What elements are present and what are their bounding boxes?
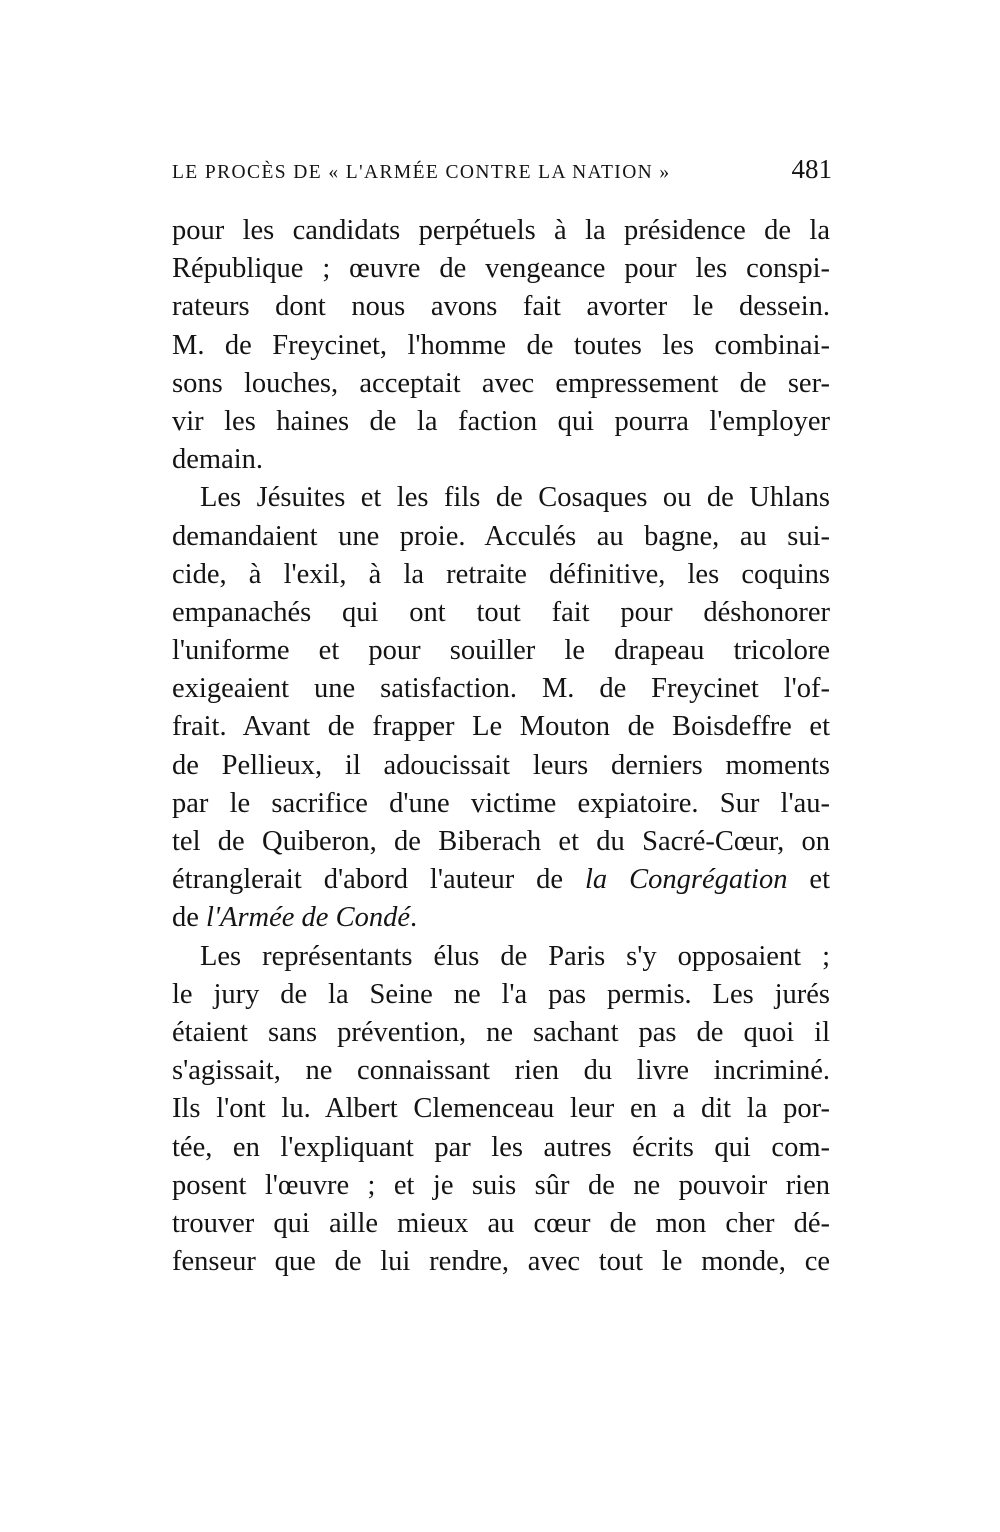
page-number: 481 <box>791 154 832 184</box>
text-run: . <box>409 902 418 934</box>
text-line <box>172 899 830 937</box>
text-line: trouver qui aille mieux au cœur de mon cher dé- <box>172 1207 830 1239</box>
text-line: Ils l'ont lu. Albert Clemenceau leur en a dit la por- <box>172 1093 830 1125</box>
text-line: exigeaient une satisfaction. M. de Freycinet l'of- <box>172 673 830 705</box>
running-title: LE PROCÈS DE « L'ARMÉE CONTRE LA NATION » <box>172 162 671 183</box>
text-line: fenseur que de lui rendre, avec tout le monde, ce <box>172 1246 830 1278</box>
text-line: cide, à l'exil, à la retraite définitive, les coquins <box>172 558 830 590</box>
text-line: Les représentants élus de Paris s'y opposaient ; <box>200 940 830 972</box>
text-line: étaient sans prévention, ne sachant pas de quoi il <box>172 1016 830 1048</box>
text-line: demandaient une proie. Acculés au bagne, au sui- <box>172 520 830 552</box>
text-line: s'agissait, ne connaissant rien du livre incriminé. <box>172 1055 830 1087</box>
text-line: M. de Freycinet, l'homme de toutes les combinai- <box>172 329 830 361</box>
text-line: demain. <box>172 444 264 476</box>
text-line: pour les candidats perpétuels à la présidence de la <box>172 215 830 246</box>
text-run: étranglerait d'abord l'auteur de <box>172 864 585 896</box>
text-line: sons louches, acceptait avec empressement de ser- <box>172 367 830 399</box>
text-line: par le sacrifice d'une victime expiatoire. Sur l'au- <box>172 787 830 819</box>
text-line: posent l'œuvre ; et je suis sûr de ne pouvoir rien <box>172 1169 830 1201</box>
body-text <box>172 212 830 1281</box>
text-line: l'uniforme et pour souiller le drapeau tricolore <box>172 635 830 667</box>
text-line: Les Jésuites et les fils de Cosaques ou de Uhlans <box>200 482 830 514</box>
italic-title: la Congrégation <box>585 864 788 896</box>
text-line: de Pellieux, il adoucissait leurs derniers moments <box>172 749 830 781</box>
text-line: tée, en l'expliquant par les autres écrits qui com- <box>172 1131 830 1163</box>
text-line: vir les haines de la faction qui pourra l'employer <box>172 405 830 437</box>
running-head <box>172 154 832 190</box>
text-run: de <box>172 902 207 934</box>
text-line: République ; œuvre de vengeance pour les conspi- <box>172 253 830 285</box>
text-line: tel de Quiberon, de Biberach et du Sacré-Cœur, on <box>172 826 830 857</box>
text-line <box>172 861 830 899</box>
italic-title: l'Armée de Condé <box>206 902 410 934</box>
text-line: frait. Avant de frapper Le Mouton de Boisdeffre et <box>172 711 830 743</box>
text-run: et <box>787 864 830 896</box>
text-line: empanachés qui ont tout fait pour déshonorer <box>172 596 830 628</box>
text-line: le jury de la Seine ne l'a pas permis. Les jurés <box>172 978 830 1010</box>
text-line: rateurs dont nous avons fait avorter le dessein. <box>172 291 830 323</box>
